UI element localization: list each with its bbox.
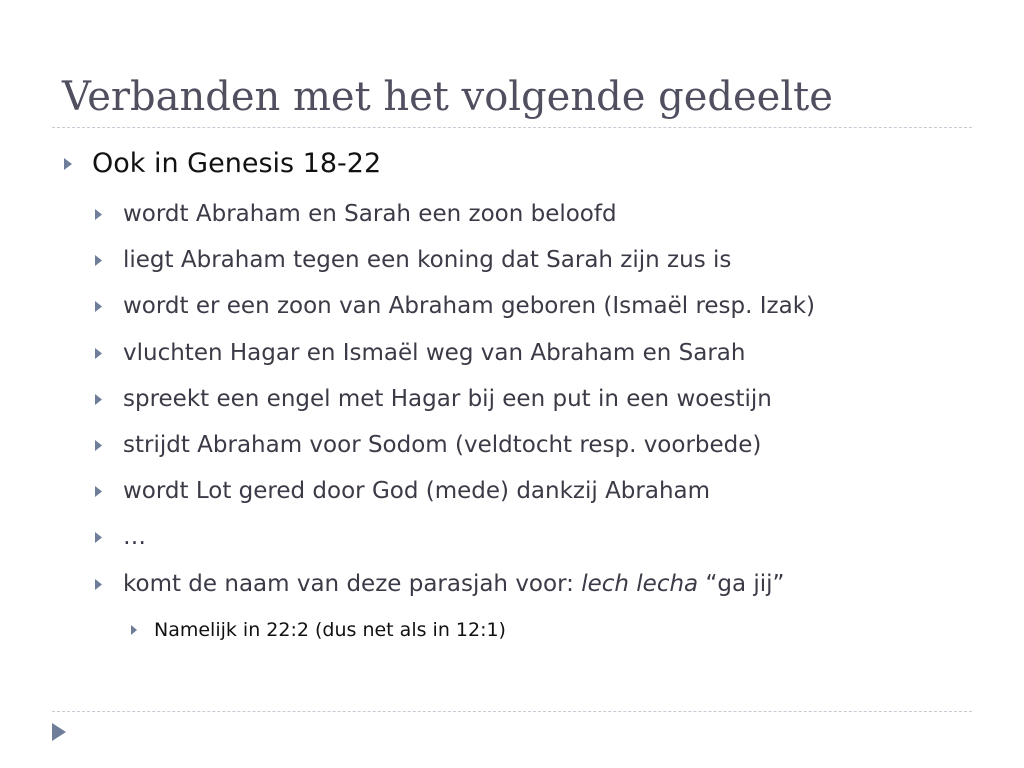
bullet-text: wordt Lot gered door God (mede) dankzij Abraham [123, 478, 711, 504]
bullet-text: wordt er een zoon van Abraham geboren (Ismaël resp. Izak) [123, 293, 815, 319]
bullet-text: … [123, 524, 146, 550]
triangle-bullet-icon [131, 625, 137, 635]
bullet-text: liegt Abraham tegen een koning dat Sarah zijn zus is [123, 247, 732, 273]
triangle-bullet-icon [95, 209, 102, 220]
triangle-bullet-icon [95, 440, 102, 451]
title-divider [52, 127, 972, 128]
slide-title: Verbanden met het volgende gedeelte [62, 74, 833, 120]
bullet-text: wordt Abraham en Sarah een zoon beloofd [123, 201, 617, 227]
play-arrow-icon [52, 723, 66, 741]
triangle-bullet-icon [95, 532, 102, 543]
bullet-text-suffix: “ga jij” [698, 571, 785, 597]
triangle-bullet-icon [64, 158, 72, 170]
triangle-bullet-icon [95, 255, 102, 266]
triangle-bullet-icon [95, 579, 102, 590]
bullet-text [123, 570, 784, 598]
bullet-text-italic: lech lecha [581, 571, 699, 597]
triangle-bullet-icon [95, 348, 102, 359]
triangle-bullet-icon [95, 301, 102, 312]
bullet-text: spreekt een engel met Hagar bij een put in een woestijn [123, 386, 772, 412]
bullet-text: Ook in Genesis 18-22 [92, 148, 382, 179]
footer-divider [52, 711, 972, 712]
triangle-bullet-icon [95, 394, 102, 405]
bullet-text: Namelijk in 22:2 (dus net als in 12:1) [154, 619, 506, 641]
bullet-text: strijdt Abraham voor Sodom (veldtocht resp. voorbede) [123, 432, 762, 458]
bullet-text: vluchten Hagar en Ismaël weg van Abraham en Sarah [123, 340, 746, 366]
triangle-bullet-icon [95, 486, 102, 497]
bullet-text-prefix: komt de naam van deze parasjah voor: [123, 571, 582, 597]
